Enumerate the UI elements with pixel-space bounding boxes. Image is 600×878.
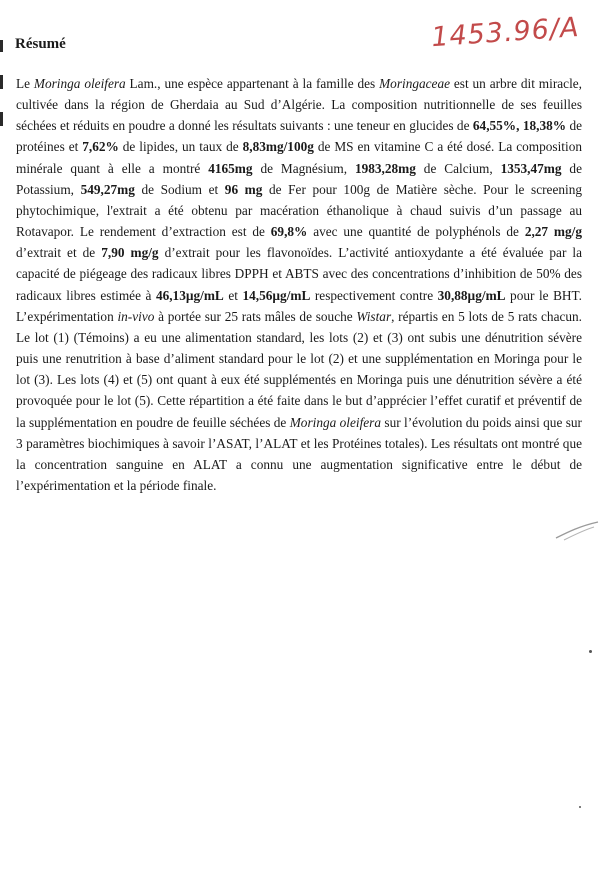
family-name: Moringaceae: [379, 76, 451, 91]
scan-dust-speck: [589, 650, 592, 653]
text-run: de Magnésium,: [252, 160, 355, 176]
text-run: , répartis en 5 lots de 5 rats chacun. Le lot (1) (Témoins) a eu une alimentation standard, les lots (2) et (3) ont subis une dénutrition sévère puis une renutrition à base d’aliment standard pour le lot (2) et une supplémentation en Moringa pour le lot (3). Les lots (4) et (5) ont quant à eux été supplémentés en Moringa puis une dénutrition sévère a été provoquée pour le lot (5). Cette répartition a été faite dans le but d’apprécier l’effet curatif et préventif de la supplémentation en poudre de feuille séchées de: [16, 308, 582, 430]
species-name: Moringa oleifera: [33, 76, 126, 91]
binder-mark: [0, 40, 3, 52]
text-run: de MS en vitamine C a été dosé. La composition minérale quant à elle a montré: [16, 139, 582, 176]
text-run: et: [223, 287, 243, 303]
binder-mark: [0, 75, 3, 89]
value-potassium: 1353,47mg: [500, 160, 562, 176]
text-run: de lipides, un taux de: [118, 139, 243, 155]
abstract-paragraph: [16, 73, 582, 496]
value-magnesium: 4165mg: [208, 160, 253, 176]
value-flavonoids: 7,90 mg/g: [101, 245, 159, 261]
text-run: à portée sur 25 rats mâles de souche: [154, 308, 357, 324]
text-run: de protéines et: [16, 118, 582, 155]
value-calcium: 1983,28mg: [354, 160, 416, 176]
value-polyphenols: 2,27 mg/g: [524, 224, 582, 240]
binder-mark: [0, 112, 3, 126]
value-carbs-proteins: 64,55%, 18,38%: [472, 118, 567, 134]
value-ic50-bht: 30,88µg/mL: [437, 287, 506, 303]
handwritten-reference-number: 1453.96/A: [430, 12, 581, 54]
text-run: de Sodium et: [134, 181, 225, 197]
term-in-vivo: in-vivo: [117, 308, 155, 324]
value-sodium: 549,27mg: [80, 181, 135, 197]
text-run: Lam., une espèce appartenant à la famille des: [125, 76, 380, 91]
value-ic50-abts: 14,56µg/mL: [242, 287, 311, 303]
section-heading: Résumé: [15, 36, 66, 52]
value-vitamin-c: 8,83mg/100g: [242, 139, 314, 155]
text-run: respectivement contre: [310, 287, 438, 303]
text-run: de Calcium,: [415, 160, 501, 176]
value-lipids: 7,62%: [82, 139, 119, 155]
text-run: sur l’évolution du poids ainsi que sur 3 paramètres biochimiques à savoir l’ASAT, l’ALAT et les Protéines totales). Les résultats ont montré que la concentration sanguine en ALAT a connu une augmentation significative entre le début de l’expérimentation et la période finale.: [16, 414, 582, 493]
scan-scratch-mark: [554, 518, 600, 542]
text-run: d’extrait et de: [16, 245, 102, 261]
strain-name: Wistar: [356, 308, 392, 324]
text-run: Le: [16, 76, 34, 91]
text-run: est un arbre dit miracle, cultivée dans la région de Gherdaia au Sud d’Algérie. La composition nutritionnelle de ses feuilles séchées et réduits en poudre a donné les résultats suivants : une teneur en glucides de: [16, 76, 582, 134]
text-run: pour le BHT. L’expérimentation: [16, 287, 582, 324]
species-name: Moringa oleifera: [289, 414, 382, 430]
value-yield: 69,8%: [270, 224, 308, 240]
value-ic50-dpph: 46,13µg/mL: [155, 287, 224, 303]
text-run: de Potassium,: [16, 160, 582, 197]
scan-dust-speck: [579, 806, 581, 808]
text-run: de Fer pour 100g de Matière sèche. Pour le screening phytochimique, l'extrait a été obtenu par macération éthanolique à chaud suivis d’un passage au Rotavapor. Le rendement d’extraction est de: [16, 181, 582, 240]
text-run: d’extrait pour les flavonoïdes. L’activité antioxydante a été évaluée par la capacité de piégeage des radicaux libres DPPH et ABTS avec des concentrations d’inhibition de 50% des radicaux libres estimée à: [16, 245, 582, 303]
text-run: avec une quantité de polyphénols de: [307, 224, 525, 240]
value-iron: 96 mg: [224, 181, 263, 197]
